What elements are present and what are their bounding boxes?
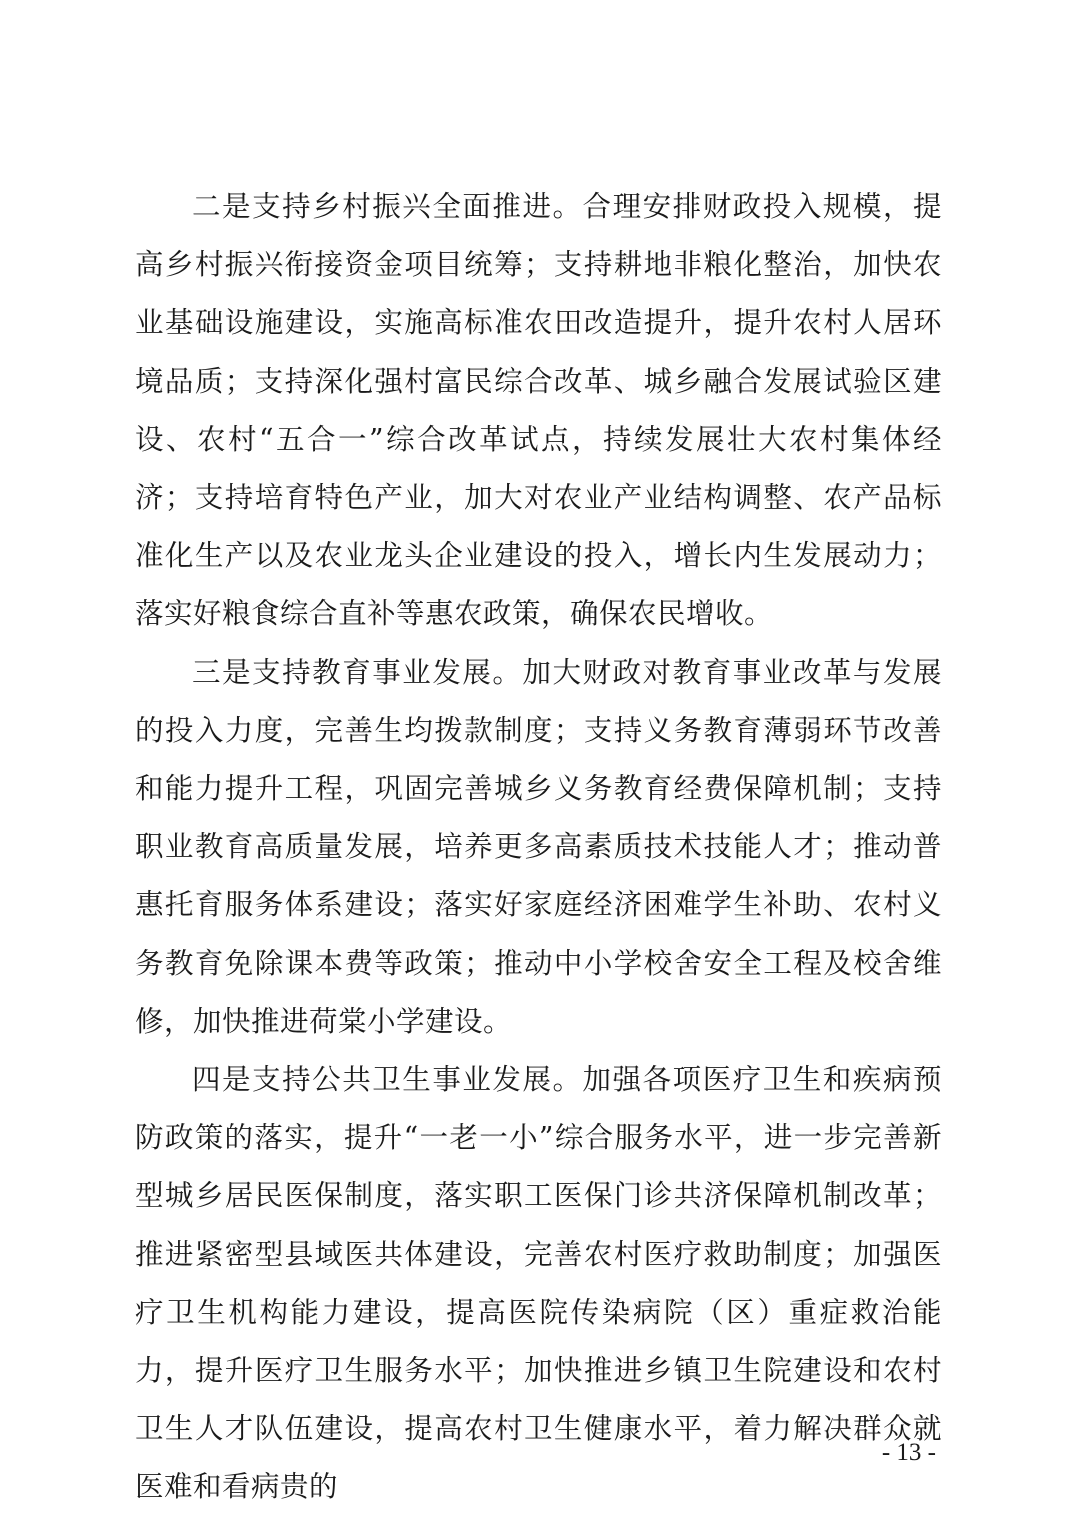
paragraph-education: 三是支持教育事业发展。加大财政对教育事业改革与发展的投入力度，完善生均拨款制度；支持义务教育薄弱环节改善和能力提升工程，巩固完善城乡义务教育经费保障机制；支持职业教育高质量发展，培养更多高素质技术技能人才；推动普惠托育服务体系建设；落实好家庭经济困难学生补助、农村义务教育免除课本费等政策；推动中小学校舍安全工程及校舍维修，加快推进荷棠小学建设。 — [135, 655, 942, 1038]
document-body — [135, 178, 942, 1517]
paragraph-rural-revitalization: 二是支持乡村振兴全面推进。合理安排财政投入规模，提高乡村振兴衔接资金项目统筹；支持耕地非粮化整治，加快农业基础设施建设，实施高标准农田改造提升，提升农村人居环境品质；支持深化强村富民综合改革、城乡融合发展试验区建设、农村“五合一”综合改革试点，持续发展壮大农村集体经济；支持培育特色产业，加大对农业产业结构调整、农产品标准化生产以及农业龙头企业建设的投入，增长内生发展动力；落实好粮食综合直补等惠农政策，确保农民增收。 — [135, 190, 942, 631]
page-number: - 13 - — [881, 1439, 936, 1466]
paragraph-public-health: 四是支持公共卫生事业发展。加强各项医疗卫生和疾病预防政策的落实，提升“一老一小”综合服务水平，进一步完善新型城乡居民医保制度，落实职工医保门诊共济保障机制改革；推进紧密型县域医共体建设，完善农村医疗救助制度；加强医疗卫生机构能力建设，提高医院传染病院（区）重症救治能力，提升医疗卫生服务水平；加快推进乡镇卫生院建设和农村卫生人才队伍建设，提高农村卫生健康水平，着力解决群众就医难和看病贵的 — [135, 1063, 942, 1504]
